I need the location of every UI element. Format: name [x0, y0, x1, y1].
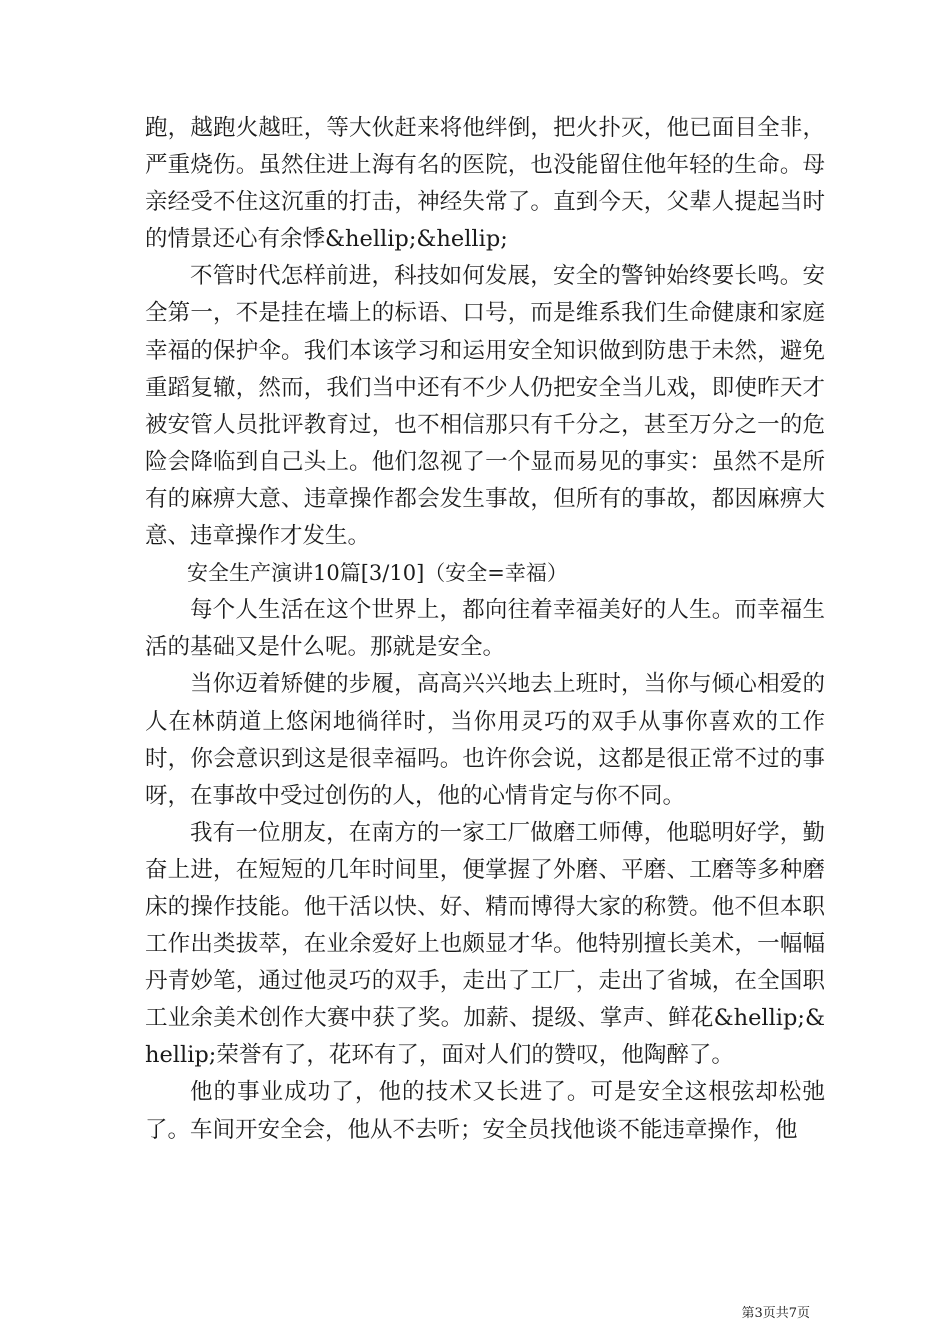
paragraph-3: 每个人生活在这个世界上，都向往着幸福美好的人生。而幸福生活的基础又是什么呢。那就是安全。 [145, 597, 825, 661]
paragraph-1: 跑，越跑火越旺，等大伙赶来将他绊倒，把火扑灭，他已面目全非，严重烧伤。虽然住进上海有名的医院，也没能留住他年轻的生命。母亲经受不住这沉重的打击，神经失常了。直到今天，父辈人提起当时的情景还心有余悸&hellip;&hellip; [145, 115, 825, 253]
document-body [145, 110, 825, 1149]
paragraph-5: 我有一位朋友，在南方的一家工厂做磨工师傅，他聪明好学，勤奋上进，在短短的几年时间里，便掌握了外磨、平磨、工磨等多种磨床的操作技能。他干活以快、好、精而博得大家的称赞。他不但本职工作出类拔萃，在业余爱好上也颇显才华。他特别擅长美术，一幅幅丹青妙笔，通过他灵巧的双手，走出了工厂，走出了省城，在全国职工业余美术创作大赛中获了奖。加薪、提级、掌声、鲜花&hellip;&hellip;荣誉有了，花环有了，面对人们的赞叹，他陶醉了。 [145, 819, 825, 1069]
section-heading: 安全生产演讲10篇[3/10]（安全=幸福） [187, 561, 568, 586]
paragraph-4: 当你迈着矫健的步履，高高兴兴地去上班时，当你与倾心相爱的人在林荫道上悠闲地徜徉时，当你用灵巧的双手从事你喜欢的工作时，你会意识到这是很幸福吗。也许你会说，这都是很正常不过的事呀，在事故中受过创伤的人，他的心情肯定与你不同。 [145, 671, 825, 809]
paragraph-2: 不管时代怎样前进，科技如何发展，安全的警钟始终要长鸣。安全第一，不是挂在墙上的标语、口号，而是维系我们生命健康和家庭幸福的保护伞。我们本该学习和运用安全知识做到防患于未然，避免重蹈复辙，然而，我们当中还有不少人仍把安全当儿戏，即使昨天才被安管人员批评教育过，也不相信那只有千分之，甚至万分之一的危险会降临到自己头上。他们忽视了一个显而易见的事实：虽然不是所有的麻痹大意、违章操作都会发生事故，但所有的事故，都因麻痹大意、违章操作才发生。 [145, 263, 825, 550]
paragraph-6: 他的事业成功了，他的技术又长进了。可是安全这根弦却松弛了。车间开安全会，他从不去听；安全员找他谈不能违章操作，他 [145, 1079, 825, 1143]
page-number-footer: 第3页共7页 [741, 1306, 810, 1321]
